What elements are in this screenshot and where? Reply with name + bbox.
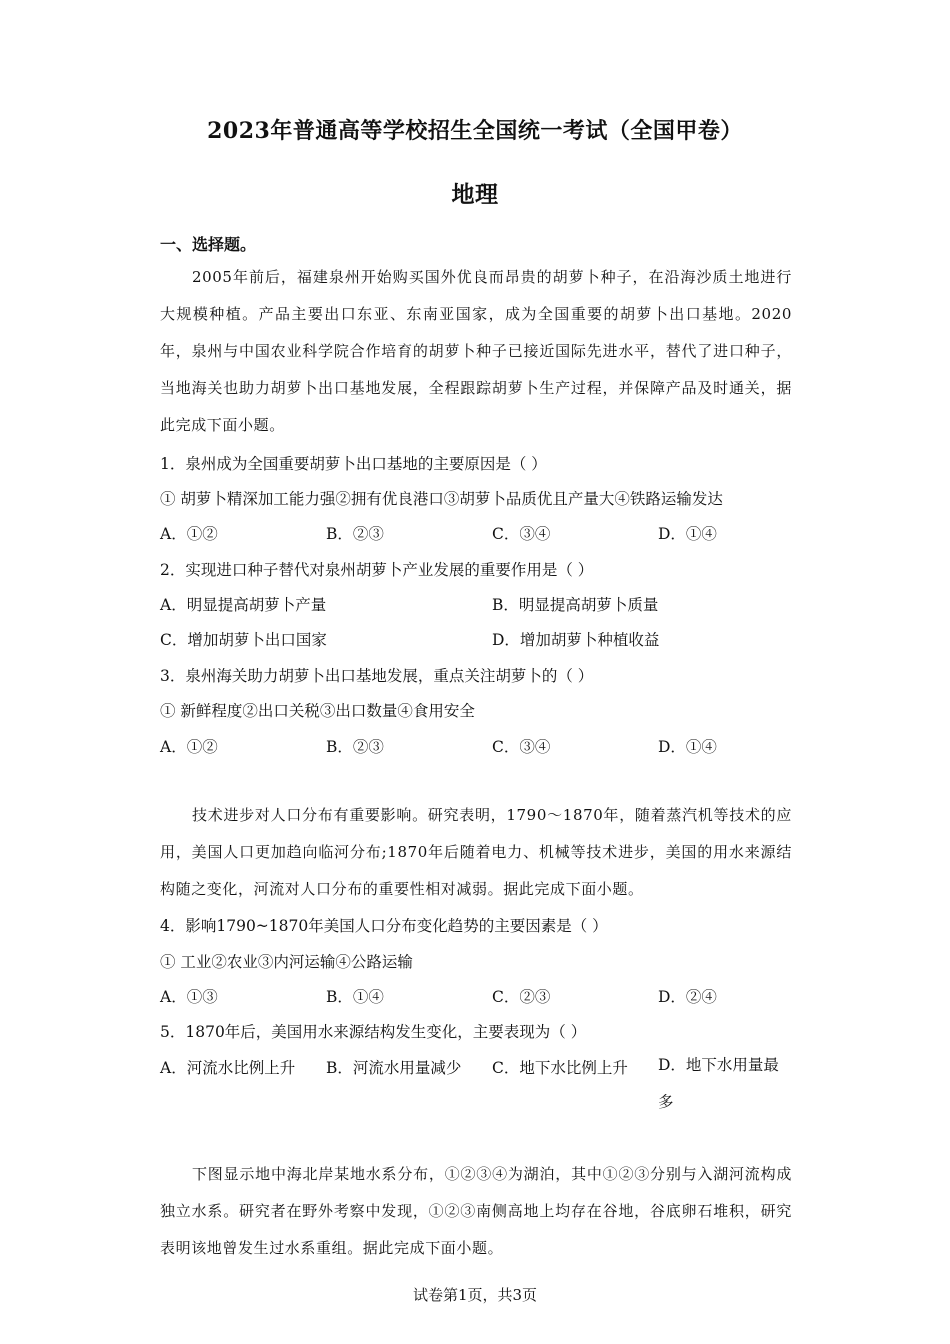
question-3-stem: 3．泉州海关助力胡萝卜出口基地发展，重点关注胡萝卜的（ ） bbox=[160, 667, 594, 685]
question-2-option-d[interactable]: D．增加胡萝卜种植收益 bbox=[492, 631, 660, 649]
question-4-option-a[interactable]: A．①③ bbox=[160, 988, 218, 1006]
passage-carrot: 2005年前后，福建泉州开始购买国外优良而昂贵的胡萝卜种子，在沿海沙质土地进行大规模种植。产品主要出口东亚、东南亚国家，成为全国重要的胡萝卜出口基地。2020年，泉州与中国农业科学院合作培育的胡萝卜种子已接近国际先进水平，替代了进口种子，当地海关也助力胡萝卜出口基地发展，全程跟踪胡萝卜生产过程，并保障产品及时通关，据此完成下面小题。 bbox=[160, 268, 792, 434]
question-5-stem: 5．1870年后，美国用水来源结构发生变化，主要表现为（ ） bbox=[160, 1023, 587, 1041]
question-2-option-c[interactable]: C．增加胡萝卜出口国家 bbox=[160, 631, 327, 649]
question-3-items: ① 新鲜程度②出口关税③出口数量④食用安全 bbox=[160, 702, 475, 720]
question-4-stem: 4．影响1790~1870年美国人口分布变化趋势的主要因素是（ ） bbox=[160, 917, 608, 935]
exam-title: 2023年普通高等学校招生全国统一考试（全国甲卷） bbox=[207, 118, 743, 144]
question-4-option-b[interactable]: B．①④ bbox=[326, 988, 384, 1006]
question-4-option-c[interactable]: C．②③ bbox=[492, 988, 551, 1006]
question-5-option-a[interactable]: A．河流水比例上升 bbox=[160, 1059, 296, 1077]
section-heading: 一、选择题。 bbox=[160, 235, 257, 254]
question-5-option-b[interactable]: B．河流水用量减少 bbox=[326, 1059, 462, 1077]
question-3-option-b[interactable]: B．②③ bbox=[326, 738, 384, 756]
question-2-stem: 2．实现进口种子替代对泉州胡萝卜产业发展的重要作用是（ ） bbox=[160, 561, 594, 579]
page-footer: 试卷第1页，共3页 bbox=[412, 1286, 538, 1304]
question-3-option-d[interactable]: D．①④ bbox=[658, 738, 717, 756]
question-4-items: ① 工业②农业③内河运输④公路运输 bbox=[160, 953, 413, 971]
question-5-option-d[interactable]: D．地下水用量最多 bbox=[658, 1056, 779, 1111]
passage-population: 技术进步对人口分布有重要影响。研究表明，1790～1870年，随着蒸汽机等技术的应用，美国人口更加趋向临河分布;1870年后随着电力、机械等技术进步，美国的用水来源结构随之变化，河流对人口分布的重要性相对减弱。据此完成下面小题。 bbox=[160, 806, 792, 898]
passage-water-system: 下图显示地中海北岸某地水系分布，①②③④为湖泊，其中①②③分别与入湖河流构成独立水系。研究者在野外考察中发现，①②③南侧高地上均存在谷地，谷底卵石堆积，研究表明该地曾发生过水系重组。据此完成下面小题。 bbox=[160, 1165, 792, 1257]
question-2-option-a[interactable]: A．明显提高胡萝卜产量 bbox=[160, 596, 327, 614]
question-3-option-c[interactable]: C．③④ bbox=[492, 738, 551, 756]
question-4-option-d[interactable]: D．②④ bbox=[658, 988, 717, 1006]
question-1-option-d[interactable]: D．①④ bbox=[658, 525, 717, 543]
subject-title: 地理 bbox=[451, 181, 499, 208]
question-2-option-b[interactable]: B．明显提高胡萝卜质量 bbox=[492, 596, 659, 614]
question-1-option-a[interactable]: A．①② bbox=[160, 525, 218, 543]
question-1-stem: 1．泉州成为全国重要胡萝卜出口基地的主要原因是（ ） bbox=[160, 455, 547, 473]
question-1-option-b[interactable]: B．②③ bbox=[326, 525, 384, 543]
question-1-option-c[interactable]: C．③④ bbox=[492, 525, 551, 543]
question-1-items: ① 胡萝卜精深加工能力强②拥有优良港口③胡萝卜品质优且产量大④铁路运输发达 bbox=[160, 490, 723, 508]
question-5-option-c[interactable]: C．地下水比例上升 bbox=[492, 1059, 628, 1077]
question-3-option-a[interactable]: A．①② bbox=[160, 738, 218, 756]
